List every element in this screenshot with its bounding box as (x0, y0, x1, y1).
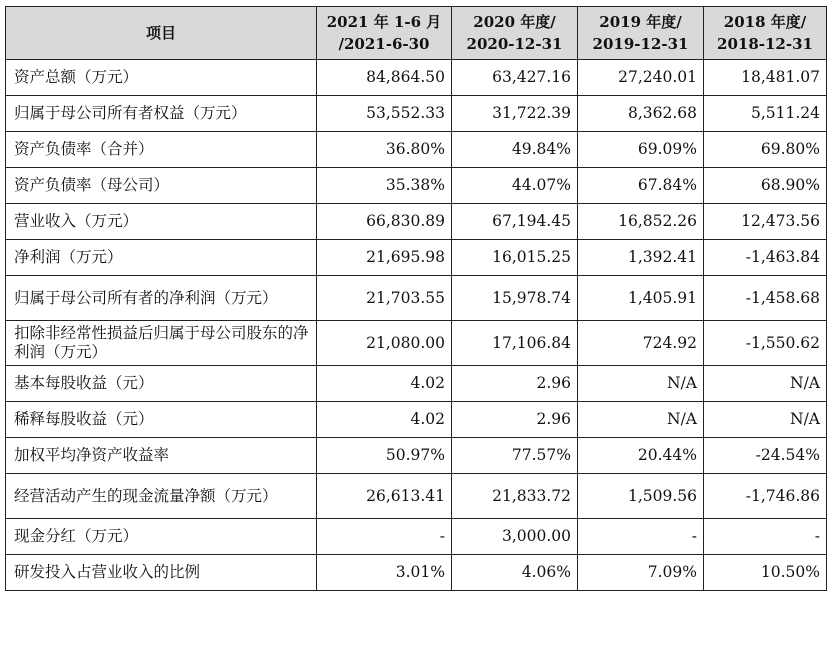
table-row (6, 132, 827, 168)
table-row (6, 402, 827, 438)
cell-value: 16,015.25 (452, 240, 578, 276)
cell-value: 15,978.74 (452, 276, 578, 321)
row-label: 稀释每股收益（元） (6, 402, 317, 438)
cell-value: 36.80% (317, 132, 452, 168)
cell-value: - (578, 519, 704, 555)
table-row (6, 276, 827, 321)
header-period-line1: 2019 年度/ (599, 13, 682, 31)
cell-value: N/A (704, 366, 827, 402)
cell-value: -1,550.62 (704, 321, 827, 366)
table-row (6, 204, 827, 240)
cell-value: 18,481.07 (704, 60, 827, 96)
cell-value: 50.97% (317, 438, 452, 474)
table-row (6, 555, 827, 591)
cell-value: 2.96 (452, 402, 578, 438)
table-header-row (6, 7, 827, 60)
row-label: 营业收入（万元） (6, 204, 317, 240)
financial-table-container (5, 6, 826, 591)
cell-value: 2.96 (452, 366, 578, 402)
cell-value: 67,194.45 (452, 204, 578, 240)
cell-value: 44.07% (452, 168, 578, 204)
row-label: 基本每股收益（元） (6, 366, 317, 402)
cell-value: 7.09% (578, 555, 704, 591)
table-row (6, 96, 827, 132)
cell-value: N/A (578, 366, 704, 402)
row-label: 加权平均净资产收益率 (6, 438, 317, 474)
header-period-2020 (452, 7, 578, 60)
header-period-line1: 2018 年度/ (723, 13, 807, 31)
cell-value: 3,000.00 (452, 519, 578, 555)
cell-value: 31,722.39 (452, 96, 578, 132)
cell-value: 26,613.41 (317, 474, 452, 519)
cell-value: -1,746.86 (704, 474, 827, 519)
cell-value: 49.84% (452, 132, 578, 168)
table-row (6, 519, 827, 555)
cell-value: 21,703.55 (317, 276, 452, 321)
table-row (6, 438, 827, 474)
table-row (6, 60, 827, 96)
header-period-2019 (578, 7, 704, 60)
cell-value: 1,392.41 (578, 240, 704, 276)
cell-value: 1,509.56 (578, 474, 704, 519)
cell-value: 68.90% (704, 168, 827, 204)
cell-value: 77.57% (452, 438, 578, 474)
row-label: 研发投入占营业收入的比例 (6, 555, 317, 591)
table-row (6, 474, 827, 519)
row-label: 资产负债率（母公司） (6, 168, 317, 204)
header-period-2021h1 (317, 7, 452, 60)
cell-value: 20.44% (578, 438, 704, 474)
header-period-line2: 2018-12-31 (717, 35, 813, 53)
cell-value: 84,864.50 (317, 60, 452, 96)
cell-value: -1,458.68 (704, 276, 827, 321)
cell-value: 12,473.56 (704, 204, 827, 240)
header-period-line1: 2021 年 1-6 月 (326, 13, 442, 31)
cell-value: 5,511.24 (704, 96, 827, 132)
header-item: 项目 (6, 7, 317, 60)
table-row (6, 240, 827, 276)
cell-value: 35.38% (317, 168, 452, 204)
header-period-line2: /2021-6-30 (338, 35, 430, 53)
cell-value: 16,852.26 (578, 204, 704, 240)
cell-value: 21,833.72 (452, 474, 578, 519)
cell-value: - (704, 519, 827, 555)
cell-value: 1,405.91 (578, 276, 704, 321)
row-label: 归属于母公司所有者的净利润（万元） (6, 276, 317, 321)
cell-value: 3.01% (317, 555, 452, 591)
cell-value: N/A (578, 402, 704, 438)
row-label: 现金分红（万元） (6, 519, 317, 555)
cell-value: 8,362.68 (578, 96, 704, 132)
cell-value: 10.50% (704, 555, 827, 591)
financial-summary-table (5, 6, 827, 591)
cell-value: 4.02 (317, 366, 452, 402)
cell-value: 21,695.98 (317, 240, 452, 276)
table-row (6, 321, 827, 366)
row-label: 归属于母公司所有者权益（万元） (6, 96, 317, 132)
row-label: 扣除非经常性损益后归属于母公司股东的净利润（万元） (6, 321, 317, 366)
cell-value: 17,106.84 (452, 321, 578, 366)
header-period-2018 (704, 7, 827, 60)
cell-value: 66,830.89 (317, 204, 452, 240)
cell-value: 27,240.01 (578, 60, 704, 96)
header-period-line2: 2019-12-31 (592, 35, 689, 53)
cell-value: -24.54% (704, 438, 827, 474)
cell-value: 4.06% (452, 555, 578, 591)
row-label: 净利润（万元） (6, 240, 317, 276)
row-label: 经营活动产生的现金流量净额（万元） (6, 474, 317, 519)
cell-value: 53,552.33 (317, 96, 452, 132)
table-row (6, 168, 827, 204)
cell-value: 69.09% (578, 132, 704, 168)
table-row (6, 366, 827, 402)
header-period-line1: 2020 年度/ (473, 13, 556, 31)
row-label: 资产负债率（合并） (6, 132, 317, 168)
cell-value: 63,427.16 (452, 60, 578, 96)
cell-value: 4.02 (317, 402, 452, 438)
cell-value: N/A (704, 402, 827, 438)
cell-value: 724.92 (578, 321, 704, 366)
header-period-line2: 2020-12-31 (466, 35, 563, 53)
cell-value: 69.80% (704, 132, 827, 168)
cell-value: 67.84% (578, 168, 704, 204)
row-label: 资产总额（万元） (6, 60, 317, 96)
cell-value: - (317, 519, 452, 555)
cell-value: -1,463.84 (704, 240, 827, 276)
cell-value: 21,080.00 (317, 321, 452, 366)
